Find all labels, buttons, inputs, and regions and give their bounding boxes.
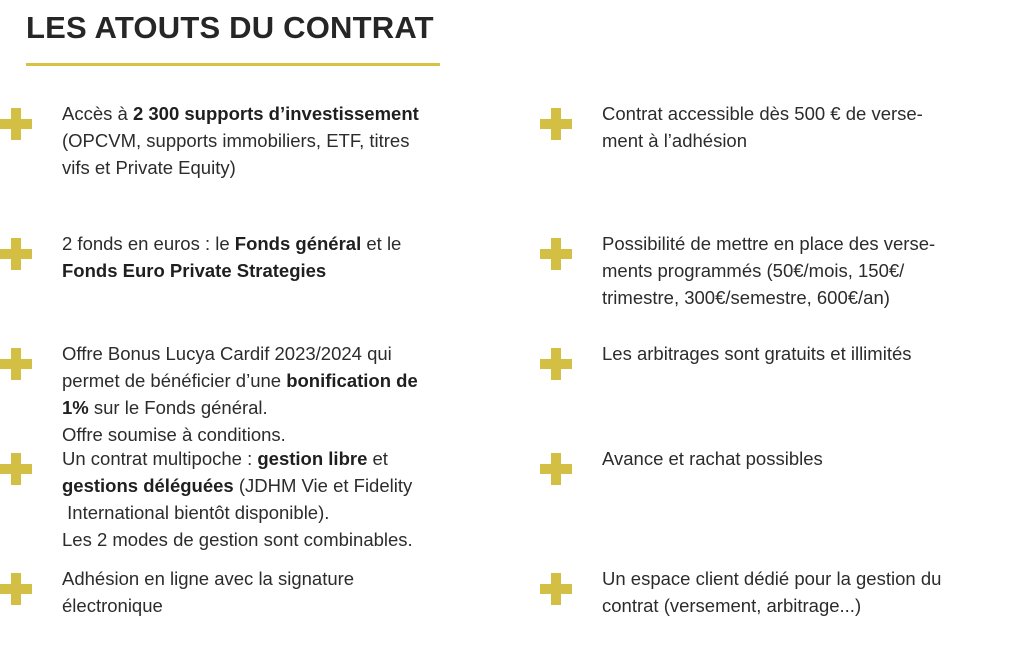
benefit-text-line bbox=[62, 340, 540, 367]
plain-text: (OPCVM, supports immobiliers, ETF, titres bbox=[62, 130, 410, 151]
benefit-text-line bbox=[62, 127, 540, 154]
plus-icon bbox=[0, 108, 32, 140]
benefit-item-versements-programmes bbox=[540, 230, 1024, 311]
plain-text: et le bbox=[361, 233, 402, 254]
plain-text: électronique bbox=[62, 595, 163, 616]
benefit-text-line bbox=[62, 526, 540, 553]
plain-text: Un espace client dédié pour la gestion du bbox=[602, 568, 942, 589]
benefit-item-adhesion-en-ligne bbox=[0, 565, 540, 619]
benefit-text bbox=[602, 445, 1024, 472]
plain-text: International bientôt disponible). bbox=[62, 502, 330, 523]
plain-text: permet de bénéficier d’une bbox=[62, 370, 287, 391]
benefit-text-line bbox=[62, 230, 540, 257]
benefit-text bbox=[62, 565, 540, 619]
benefit-text-line bbox=[62, 565, 540, 592]
benefit-text bbox=[62, 230, 540, 284]
benefit-text bbox=[602, 230, 1024, 311]
benefit-text bbox=[62, 100, 540, 181]
emphasis-text: 2 300 supports d’investissement bbox=[132, 103, 419, 124]
title-underline-rule bbox=[26, 63, 440, 66]
benefit-item-fonds-euros bbox=[0, 230, 540, 284]
benefit-slot bbox=[540, 230, 1024, 311]
plain-text: Accès à bbox=[62, 103, 133, 124]
benefit-text-line bbox=[602, 257, 1024, 284]
benefit-text bbox=[602, 340, 1024, 367]
emphasis-text: 1% bbox=[62, 397, 89, 418]
emphasis-text: gestions déléguées bbox=[62, 475, 234, 496]
benefit-text-line bbox=[62, 257, 540, 284]
benefit-text-line bbox=[602, 284, 1024, 311]
plain-text: Adhésion en ligne avec la signature bbox=[62, 568, 355, 589]
plus-icon bbox=[540, 108, 572, 140]
benefit-text-line bbox=[62, 472, 540, 499]
plus-icon bbox=[540, 573, 572, 605]
page-title-block bbox=[26, 10, 726, 46]
plain-text: Les 2 modes de gestion sont combinables. bbox=[62, 529, 413, 550]
benefit-text bbox=[62, 445, 540, 553]
benefit-item-contrat-multipoche bbox=[0, 445, 540, 553]
plain-text: (JDHM Vie et Fidelity bbox=[233, 475, 413, 496]
plain-text: Avance et rachat possibles bbox=[602, 448, 823, 469]
benefit-text-line bbox=[62, 394, 540, 421]
benefit-text-line bbox=[602, 340, 1024, 367]
benefit-slot bbox=[0, 565, 540, 619]
plus-icon bbox=[0, 453, 32, 485]
benefit-text-line bbox=[602, 592, 1024, 619]
plain-text: Possibilité de mettre en place des verse- bbox=[602, 233, 936, 254]
plain-text: et bbox=[367, 448, 388, 469]
plus-icon bbox=[0, 238, 32, 270]
plus-icon bbox=[540, 453, 572, 485]
benefit-text-line bbox=[602, 230, 1024, 257]
benefit-text-line bbox=[602, 445, 1024, 472]
benefit-slot bbox=[0, 100, 540, 181]
emphasis-text: Fonds général bbox=[234, 233, 362, 254]
benefit-item-arbitrages-gratuits bbox=[540, 340, 1024, 380]
benefit-text-line bbox=[62, 100, 540, 127]
benefit-text-line bbox=[62, 445, 540, 472]
benefit-slot bbox=[0, 230, 540, 284]
plus-icon bbox=[540, 348, 572, 380]
emphasis-text: bonification de bbox=[286, 370, 418, 391]
plain-text: trimestre, 300€/semestre, 600€/an) bbox=[602, 287, 890, 308]
benefit-item-avance-rachat bbox=[540, 445, 1024, 485]
benefit-text bbox=[602, 100, 1024, 154]
benefit-text-line bbox=[602, 565, 1024, 592]
plain-text: contrat (versement, arbitrage...) bbox=[602, 595, 862, 616]
plain-text: sur le Fonds général. bbox=[88, 397, 268, 418]
plain-text: Offre soumise à conditions. bbox=[62, 424, 286, 445]
benefit-item-espace-client bbox=[540, 565, 1024, 619]
benefit-item-offre-bonus bbox=[0, 340, 540, 448]
benefits-column-right bbox=[540, 100, 1024, 646]
benefit-text bbox=[62, 340, 540, 448]
plain-text: Un contrat multipoche : bbox=[62, 448, 258, 469]
plus-icon bbox=[0, 348, 32, 380]
benefit-text-line bbox=[62, 367, 540, 394]
benefits-column-left bbox=[0, 100, 540, 646]
plain-text: ments programmés (50€/mois, 150€/ bbox=[602, 260, 905, 281]
benefit-text-line bbox=[62, 421, 540, 448]
plain-text: Offre Bonus Lucya Cardif 2023/2024 qui bbox=[62, 343, 392, 364]
plain-text: Les arbitrages sont gratuits et illimités bbox=[602, 343, 912, 364]
emphasis-text: gestion libre bbox=[257, 448, 368, 469]
benefit-slot bbox=[540, 565, 1024, 619]
benefit-slot bbox=[0, 340, 540, 448]
benefit-slot bbox=[540, 100, 1024, 154]
benefit-text-line bbox=[602, 127, 1024, 154]
benefit-item-contrat-accessible bbox=[540, 100, 1024, 154]
benefit-slot bbox=[540, 340, 1024, 380]
plain-text: ment à l’adhésion bbox=[602, 130, 748, 151]
benefit-text-line bbox=[62, 154, 540, 181]
plus-icon bbox=[0, 573, 32, 605]
plain-text: vifs et Private Equity) bbox=[62, 157, 236, 178]
benefit-text-line bbox=[602, 100, 1024, 127]
benefit-slot bbox=[0, 445, 540, 553]
benefit-text-line bbox=[62, 499, 540, 526]
benefit-text bbox=[602, 565, 1024, 619]
plain-text: 2 fonds en euros : le bbox=[62, 233, 235, 254]
benefit-slot bbox=[540, 445, 1024, 485]
plain-text: Contrat accessible dès 500 € de verse- bbox=[602, 103, 923, 124]
benefits-columns bbox=[0, 100, 1024, 646]
emphasis-text: Fonds Euro Private Strategies bbox=[62, 260, 327, 281]
page-title: LES ATOUTS DU CONTRAT bbox=[26, 10, 434, 45]
benefit-text-line bbox=[62, 592, 540, 619]
plus-icon bbox=[540, 238, 572, 270]
benefit-item-supports-investissement bbox=[0, 100, 540, 181]
